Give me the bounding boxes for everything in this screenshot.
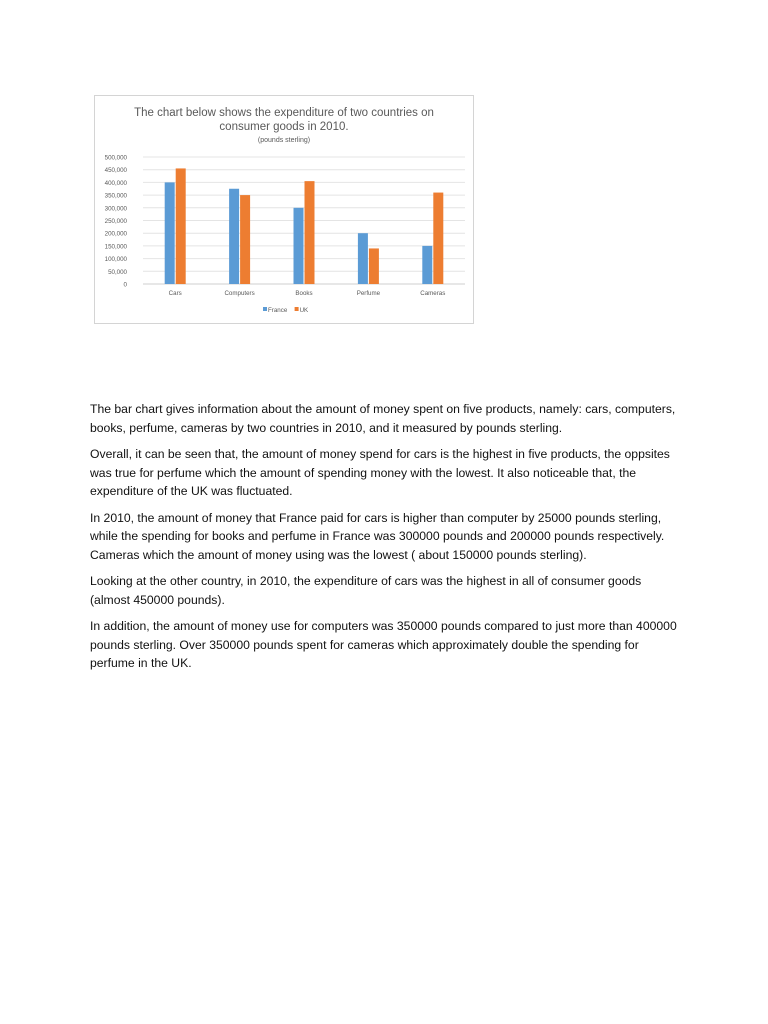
bar-uk-cameras (433, 193, 443, 284)
essay-paragraph: In addition, the amount of money use for computers was 350000 pounds compared to just more than 400000 pounds sterling. Over 350000 pounds spent for cameras which approximately double the spending for perfume in the UK. (90, 619, 677, 670)
chart-title-line-2: consumer goods in 2010. (219, 121, 349, 133)
y-tick-label: 400,000 (104, 179, 127, 187)
bar-france-computers (229, 189, 239, 284)
bar-chart (95, 96, 473, 323)
bar-france-perfume (358, 233, 368, 284)
bar-uk-perfume (369, 248, 379, 284)
x-tick-label: Cameras (420, 290, 446, 297)
legend-label-uk: UK (299, 307, 309, 314)
essay-body (90, 400, 680, 681)
legend-swatch-uk (295, 307, 299, 311)
y-tick-label: 500,000 (104, 154, 127, 162)
y-tick-label: 450,000 (104, 167, 127, 175)
essay-paragraph: Overall, it can be seen that, the amount of money spend for cars is the highest in five products, the oppsites was true for perfume which the amount of spending money with the lowest. It also noticeable that, the expenditure of the UK was fluctuated. (90, 447, 670, 498)
x-tick-label: Books (295, 290, 313, 297)
bar-uk-books (305, 181, 315, 284)
y-tick-label: 100,000 (104, 256, 127, 264)
chart-subtitle: (pounds sterling) (257, 137, 311, 144)
legend-label-france: France (268, 307, 288, 314)
bar-france-cars (165, 182, 175, 284)
x-tick-label: Computers (224, 290, 255, 297)
y-tick-label: 250,000 (104, 218, 127, 225)
y-tick-label: 350,000 (104, 192, 127, 200)
essay-paragraph: Looking at the other country, in 2010, the expenditure of cars was the highest in all of consumer goods (almost 450000 pounds). (90, 574, 642, 607)
y-tick-label: 300,000 (104, 205, 127, 213)
bar-france-cameras (422, 246, 432, 284)
x-tick-label: Cars (168, 290, 182, 297)
chart-frame (94, 95, 474, 324)
legend-swatch-france (263, 307, 267, 311)
chart-title-line-1: The chart below shows the expenditure of two countries on (134, 107, 434, 119)
essay-paragraph: The bar chart gives information about the amount of money spent on five products, namely: cars, computers, books, perfume, cameras by two countries in 2010, and it measured by pounds sterling. (90, 402, 676, 435)
x-tick-label: Perfume (356, 290, 381, 297)
bar-uk-computers (240, 195, 250, 284)
y-tick-label: 200,000 (104, 230, 127, 238)
y-tick-label: 150,000 (104, 243, 127, 251)
bar-uk-cars (176, 168, 186, 284)
y-tick-label: 0 (123, 281, 127, 289)
y-tick-label: 50,000 (108, 268, 127, 276)
bar-france-books (294, 208, 304, 284)
essay-paragraph: In 2010, the amount of money that France paid for cars is higher than computer by 25000 pounds sterling, while the spending for books and perfume in France was 300000 pounds and 200000 pounds respectively. Cameras which the amount of money using was the lowest ( about 150000 pounds sterling). (90, 510, 665, 562)
